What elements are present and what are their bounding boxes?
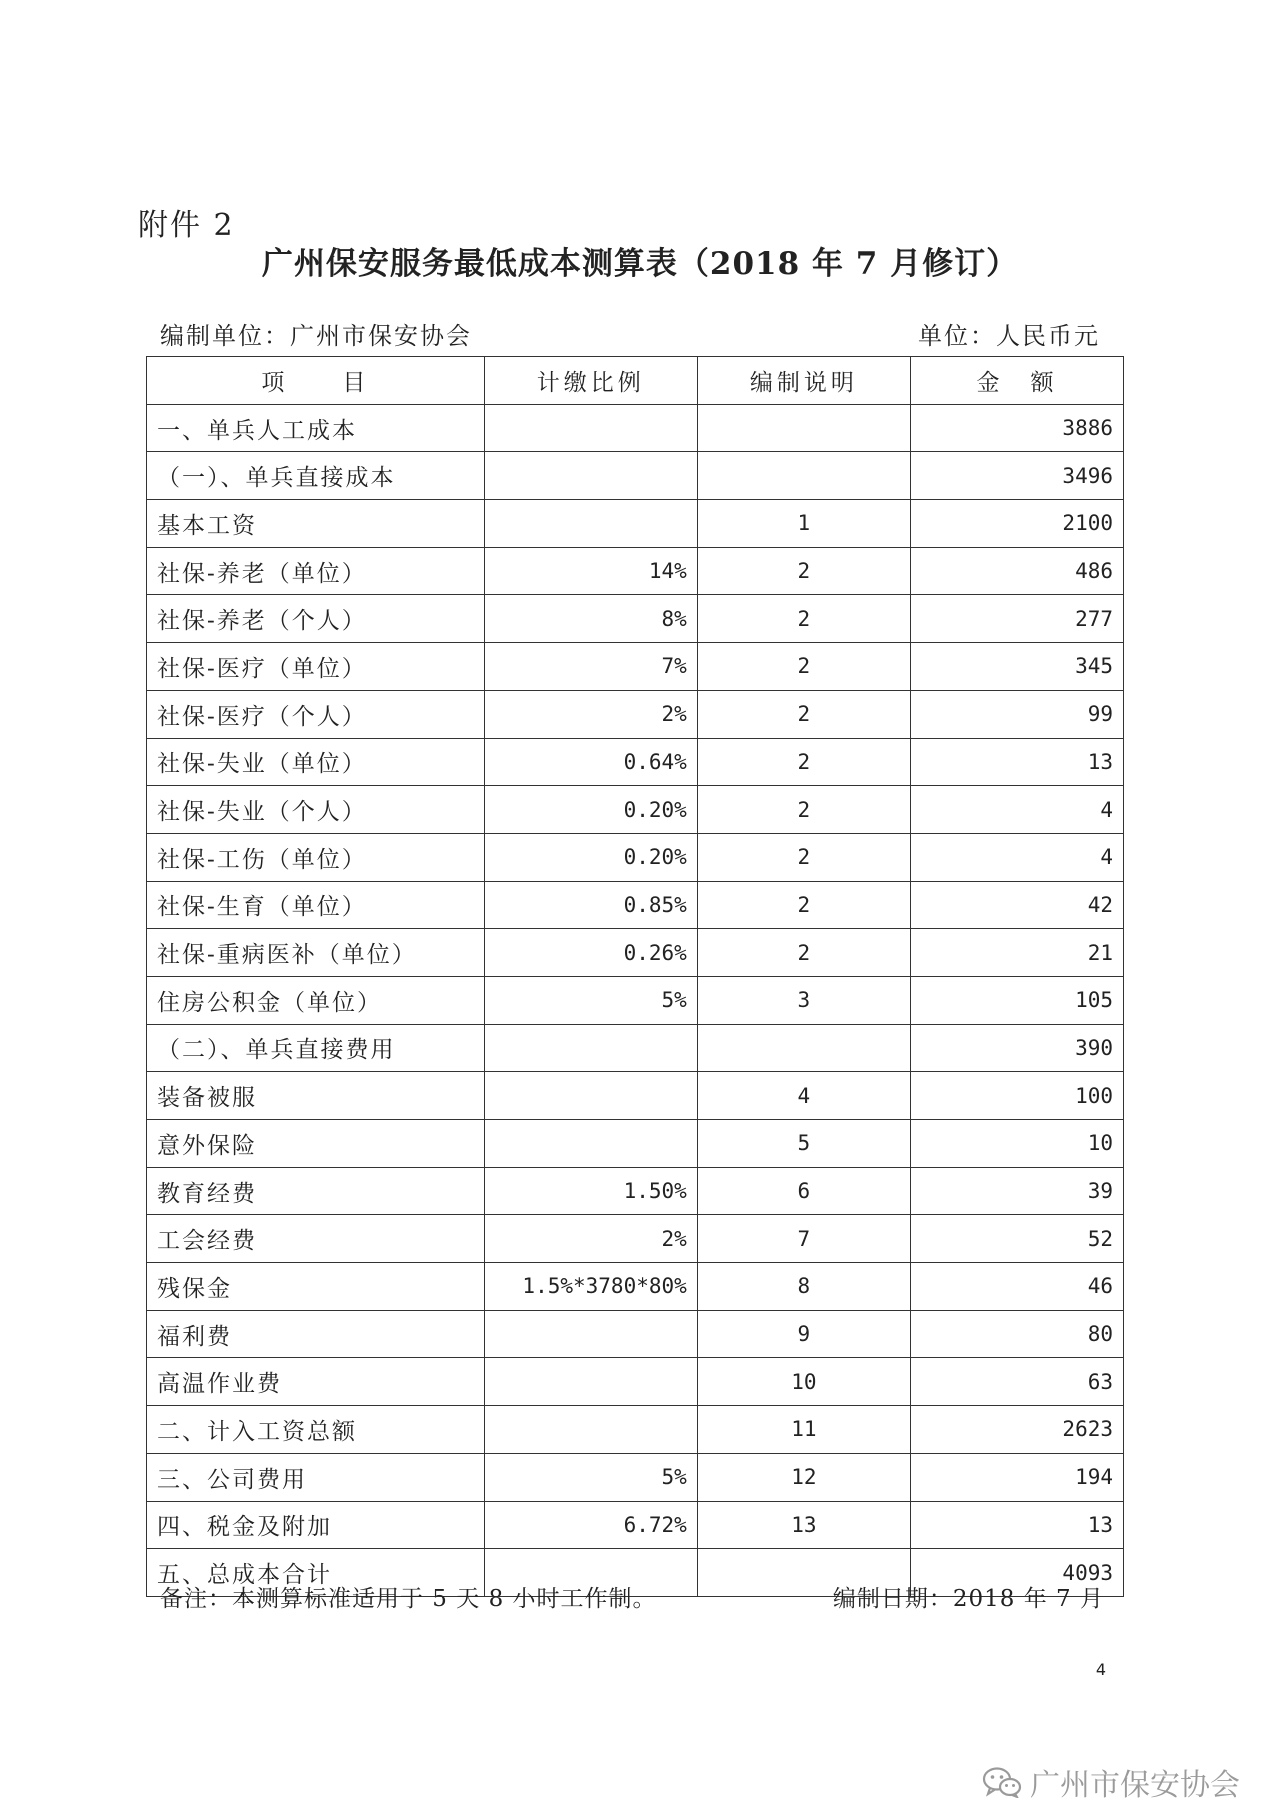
cell-note: 2: [697, 595, 910, 643]
cell-item: 教育经费: [147, 1167, 485, 1215]
cell-ratio: 5%: [484, 976, 697, 1024]
table-row: [147, 738, 1124, 786]
cell-amount: 194: [910, 1453, 1123, 1501]
currency-unit: 单位：人民币元: [918, 322, 1100, 350]
table-row: [147, 1215, 1124, 1263]
cell-amount: 52: [910, 1215, 1123, 1263]
header-item: 项 目: [147, 357, 485, 405]
cell-note: 3: [697, 976, 910, 1024]
cell-item: 意外保险: [147, 1120, 485, 1168]
cell-ratio: 0.20%: [484, 833, 697, 881]
cell-note: 9: [697, 1310, 910, 1358]
table-row: [147, 976, 1124, 1024]
cell-ratio: 8%: [484, 595, 697, 643]
table-row: [147, 929, 1124, 977]
cell-note: 2: [697, 881, 910, 929]
cell-item: 社保-医疗（单位）: [147, 643, 485, 691]
table-row: [147, 452, 1124, 500]
table-row: [147, 595, 1124, 643]
cell-note: 8: [697, 1263, 910, 1311]
cell-item: 工会经费: [147, 1215, 485, 1263]
header-ratio: 计缴比例: [484, 357, 697, 405]
cell-item: 残保金: [147, 1263, 485, 1311]
cell-ratio: [484, 404, 697, 452]
cell-ratio: 7%: [484, 643, 697, 691]
page-number: 4: [1095, 1660, 1106, 1679]
cell-ratio: [484, 1406, 697, 1454]
cell-item: 社保-失业（个人）: [147, 786, 485, 834]
cell-amount: 13: [910, 738, 1123, 786]
table-row: [147, 1120, 1124, 1168]
cell-ratio: 2%: [484, 1215, 697, 1263]
document-title: 广州保安服务最低成本测算表（2018 年 7 月修订）: [261, 246, 1019, 282]
cell-amount: 105: [910, 976, 1123, 1024]
cell-ratio: [484, 500, 697, 548]
cell-amount: 63: [910, 1358, 1123, 1406]
cell-amount: 277: [910, 595, 1123, 643]
cell-item: 住房公积金（单位）: [147, 976, 485, 1024]
table-row: [147, 1358, 1124, 1406]
cell-ratio: [484, 1120, 697, 1168]
cell-note: 2: [697, 690, 910, 738]
table-row: [147, 1453, 1124, 1501]
cell-item: 基本工资: [147, 500, 485, 548]
table-row: [147, 1263, 1124, 1311]
cell-item: 五、总成本合计: [147, 1549, 485, 1597]
header-note: 编制说明: [697, 357, 910, 405]
table-row: [147, 1024, 1124, 1072]
table-row: [147, 500, 1124, 548]
cell-note: 2: [697, 643, 910, 691]
cell-amount: 100: [910, 1072, 1123, 1120]
cell-ratio: [484, 452, 697, 500]
cost-table: [146, 356, 1124, 1597]
cell-ratio: 1.5%*3780*80%: [484, 1263, 697, 1311]
cell-item: （一）、单兵直接成本: [147, 452, 485, 500]
watermark-text: 广州市保安协会: [1030, 1768, 1240, 1803]
table-row: [147, 833, 1124, 881]
cell-amount: 42: [910, 881, 1123, 929]
cell-item: 社保-工伤（单位）: [147, 833, 485, 881]
cell-amount: 10: [910, 1120, 1123, 1168]
watermark: [982, 1760, 1240, 1804]
cell-ratio: 6.72%: [484, 1501, 697, 1549]
cell-note: 12: [697, 1453, 910, 1501]
cell-note: 2: [697, 929, 910, 977]
cell-note: 5: [697, 1120, 910, 1168]
table-row: [147, 690, 1124, 738]
cell-amount: 39: [910, 1167, 1123, 1215]
cell-note: 13: [697, 1501, 910, 1549]
cell-note: 7: [697, 1215, 910, 1263]
attachment-label: 附件 2: [138, 208, 235, 243]
cell-amount: 486: [910, 547, 1123, 595]
cell-ratio: 0.20%: [484, 786, 697, 834]
header-amount: 金 额: [910, 357, 1123, 405]
cell-note: [697, 452, 910, 500]
cell-item: 福利费: [147, 1310, 485, 1358]
cell-note: 2: [697, 786, 910, 834]
cell-amount: 2100: [910, 500, 1123, 548]
cell-item: 社保-养老（个人）: [147, 595, 485, 643]
cell-item: 二、计入工资总额: [147, 1406, 485, 1454]
table-row: [147, 1406, 1124, 1454]
cell-amount: 390: [910, 1024, 1123, 1072]
cell-item: 社保-医疗（个人）: [147, 690, 485, 738]
table-row: [147, 1310, 1124, 1358]
cell-amount: 2623: [910, 1406, 1123, 1454]
cell-ratio: 14%: [484, 547, 697, 595]
cell-note: 11: [697, 1406, 910, 1454]
cell-ratio: [484, 1024, 697, 1072]
compiler-unit: 编制单位：广州市保安协会: [160, 322, 472, 350]
cell-item: 四、税金及附加: [147, 1501, 485, 1549]
cell-amount: 80: [910, 1310, 1123, 1358]
cell-note: 1: [697, 500, 910, 548]
table-row: [147, 1167, 1124, 1215]
table-row: [147, 404, 1124, 452]
table-row: [147, 1501, 1124, 1549]
cell-item: 社保-重病医补（单位）: [147, 929, 485, 977]
wechat-icon: [982, 1766, 1022, 1798]
cell-amount: 4093: [910, 1549, 1123, 1597]
cell-amount: 3496: [910, 452, 1123, 500]
table-row: [147, 547, 1124, 595]
cell-note: [697, 1024, 910, 1072]
cell-ratio: 5%: [484, 1453, 697, 1501]
cell-item: 社保-失业（单位）: [147, 738, 485, 786]
table-row: [147, 881, 1124, 929]
cell-item: 社保-生育（单位）: [147, 881, 485, 929]
cell-ratio: 2%: [484, 690, 697, 738]
cell-note: 6: [697, 1167, 910, 1215]
cell-note: [697, 404, 910, 452]
table-row: [147, 1072, 1124, 1120]
cell-ratio: 0.64%: [484, 738, 697, 786]
cell-ratio: 1.50%: [484, 1167, 697, 1215]
cell-item: 社保-养老（单位）: [147, 547, 485, 595]
cell-note: 2: [697, 833, 910, 881]
cell-amount: 13: [910, 1501, 1123, 1549]
cell-note: 2: [697, 738, 910, 786]
cell-ratio: [484, 1358, 697, 1406]
cell-note: 2: [697, 547, 910, 595]
cell-item: 一、单兵人工成本: [147, 404, 485, 452]
cell-amount: 4: [910, 786, 1123, 834]
cell-item: 装备被服: [147, 1072, 485, 1120]
cell-amount: 3886: [910, 404, 1123, 452]
cell-item: （二）、单兵直接费用: [147, 1024, 485, 1072]
cell-amount: 21: [910, 929, 1123, 977]
cell-amount: 99: [910, 690, 1123, 738]
cell-ratio: 0.26%: [484, 929, 697, 977]
table-row: [147, 643, 1124, 691]
table-row: [147, 786, 1124, 834]
cell-item: 三、公司费用: [147, 1453, 485, 1501]
compile-date: 编制日期：2018 年 7 月: [832, 1586, 1104, 1612]
cell-amount: 4: [910, 833, 1123, 881]
table-header-row: [147, 357, 1124, 405]
cell-amount: 46: [910, 1263, 1123, 1311]
cell-ratio: [484, 1072, 697, 1120]
cell-item: 高温作业费: [147, 1358, 485, 1406]
cell-note: 10: [697, 1358, 910, 1406]
cell-ratio: 0.85%: [484, 881, 697, 929]
cell-note: 4: [697, 1072, 910, 1120]
remark-note: 备注：本测算标准适用于 5 天 8 小时工作制。: [160, 1586, 657, 1612]
cell-ratio: [484, 1310, 697, 1358]
cell-amount: 345: [910, 643, 1123, 691]
